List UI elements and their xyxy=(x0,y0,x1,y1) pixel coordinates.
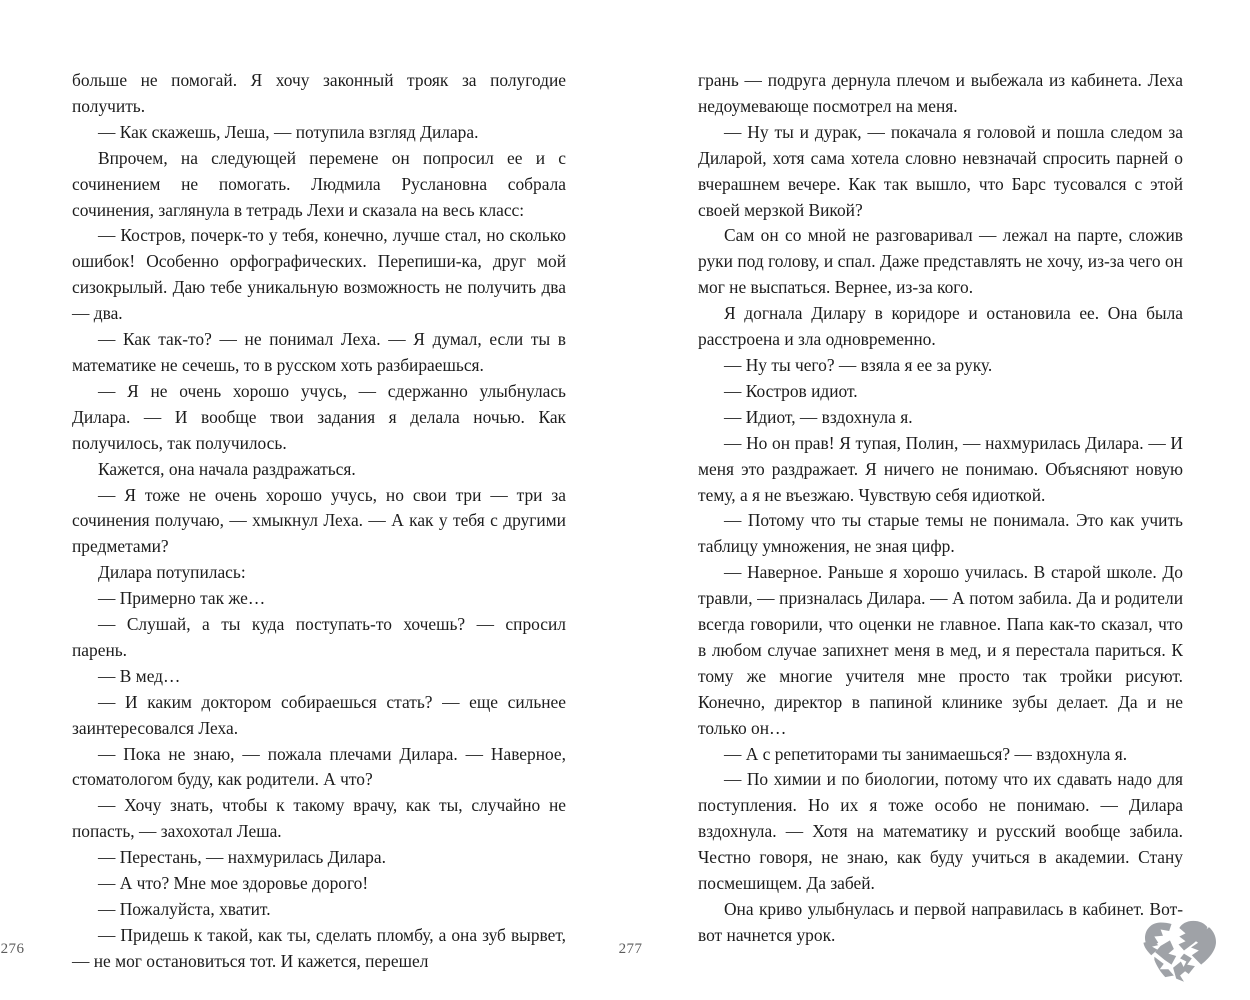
broken-heart-ornament xyxy=(1136,910,1232,988)
paragraph: — Идиот, — вздохнула я. xyxy=(724,406,913,427)
paragraph: — Ну ты и дурак, — покачала я головой и пошла следом за Диларой, хотя сама хотела словно невзначай спросить парней о вчерашнем вечере. Как так вышло, что Барс тусовался с этой своей мерзкой Викой? xyxy=(698,121,1183,220)
paragraph: — Примерно так же… xyxy=(98,588,266,609)
page-number-left: 276 xyxy=(0,941,25,957)
page-right xyxy=(618,0,1250,1000)
paragraph: — Перестань, — нахмурилась Дилара. xyxy=(98,847,386,868)
paragraph: — Ну ты чего? — взяла я ее за руку. xyxy=(724,354,993,375)
paragraph: — В мед… xyxy=(98,665,181,686)
paragraph: — Придешь к такой, как ты, сделать пломбу, а она зуб вырвет, — не мог остановиться тот. И кажется, перешел xyxy=(72,924,566,971)
paragraph: — Слушай, а ты куда поступать-то хочешь? — спросил парень. xyxy=(72,614,566,660)
paragraph: — Как скажешь, Леша, — потупила взгляд Дилара. xyxy=(98,121,479,142)
paragraph: больше не помогай. Я хочу законный трояк за полугодие получить. xyxy=(72,70,566,116)
paragraph: — А что? Мне мое здоровье дорого! xyxy=(98,873,369,894)
right-page-textblock xyxy=(698,68,1183,949)
paragraph: — Костров идиот. xyxy=(724,380,858,401)
paragraph: — Но он прав! Я тупая, Полин, — нахмурилась Дилара. — И меня это раздражает. Я ничего не понимаю. Объясняют новую тему, а я не въезжаю. Чувствую себя идиоткой. xyxy=(698,432,1183,505)
paragraph: — Я не очень хорошо учусь, — сдержанно улыбнулась Дилара. — И вообще твои задания я делала ночью. Как получилось, так получилось. xyxy=(72,380,566,453)
paragraph: — И каким доктором собираешься стать? — еще сильнее заинтересовался Леха. xyxy=(72,691,566,738)
paragraph: — А с репетиторами ты занимаешься? — вздохнула я. xyxy=(724,743,1128,764)
paragraph: Кажется, она начала раздражаться. xyxy=(98,458,356,479)
page-number-right: 277 xyxy=(618,941,643,957)
paragraph: — Пока не знаю, — пожала плечами Дилара. — Наверное, стоматологом буду, как родители. А что? xyxy=(72,743,566,790)
paragraph: Я догнала Дилару в коридоре и остановила ее. Она была расстроена и зла одновременно. xyxy=(698,303,1183,350)
paragraph: — Я тоже не очень хорошо учусь, но свои три — три за сочинения получаю, — хмыкнул Леха. — А как у тебя с другими предметами? xyxy=(72,484,566,557)
paragraph: — Пожалуйста, хватит. xyxy=(98,899,271,919)
paragraph: — Потому что ты старые темы не понимала. Это как учить таблицу умножения, не зная цифр. xyxy=(698,510,1183,557)
left-page-textblock xyxy=(72,68,566,975)
paragraph: — Как так-то? — не понимал Леха. — Я думал, если ты в математике не сечешь, то в русском хоть разбираешься. xyxy=(72,329,566,375)
paragraph: — По химии и по биологии, потому что их сдавать надо для поступления. Но их я тоже особо не понимаю. — Дилара вздохнула. — Хотя на математику и русский вообще забила. Честно говоря, не знаю, как буду учиться в академии. Стану посмешищем. Да забей. xyxy=(698,769,1183,894)
paragraph: Впрочем, на следующей перемене он попросил ее и с сочинением не помогать. Людмила Руслановна собрала сочинения, заглянула в тетрадь Лехи и сказала на весь класс: xyxy=(72,147,566,220)
paragraph: Сам он со мной не разговаривал — лежал на парте, сложив руки под голову, и спал. Даже представлять не хочу, из-за чего он мог не выспаться. Вернее, из-за кого. xyxy=(698,225,1183,298)
paragraph: — Наверное. Раньше я хорошо училась. В старой школе. До травли, — призналась Дилара. — А потом забила. Да и родители всегда говорили, что оценки не главное. Папа как-то сказал, что в любом случае запихнет меня в мед, и я перестала париться. К тому же многие учителя мне просто так тройки рисуют. Конечно, директор в папиной клинике зубы делает. Да и не только он… xyxy=(698,562,1183,738)
paragraph: Она криво улыбнулась и первой направилась в кабинет. Вот-вот начнется урок. xyxy=(698,899,1183,945)
paragraph: — Хочу знать, чтобы к такому врачу, как ты, случайно не попасть, — захохотал Леша. xyxy=(72,795,566,842)
paragraph: грань — подруга дернула плечом и выбежала из кабинета. Леха недоумевающе посмотрел на меня. xyxy=(698,70,1183,116)
paragraph: — Костров, почерк-то у тебя, конечно, лучше стал, но сколько ошибок! Особенно орфографических. Перепиши-ка, друг мой сизокрылый. Даю тебе уникальную возможность не получить два — два. xyxy=(72,225,566,324)
paragraph: Дилара потупилась: xyxy=(98,562,246,583)
